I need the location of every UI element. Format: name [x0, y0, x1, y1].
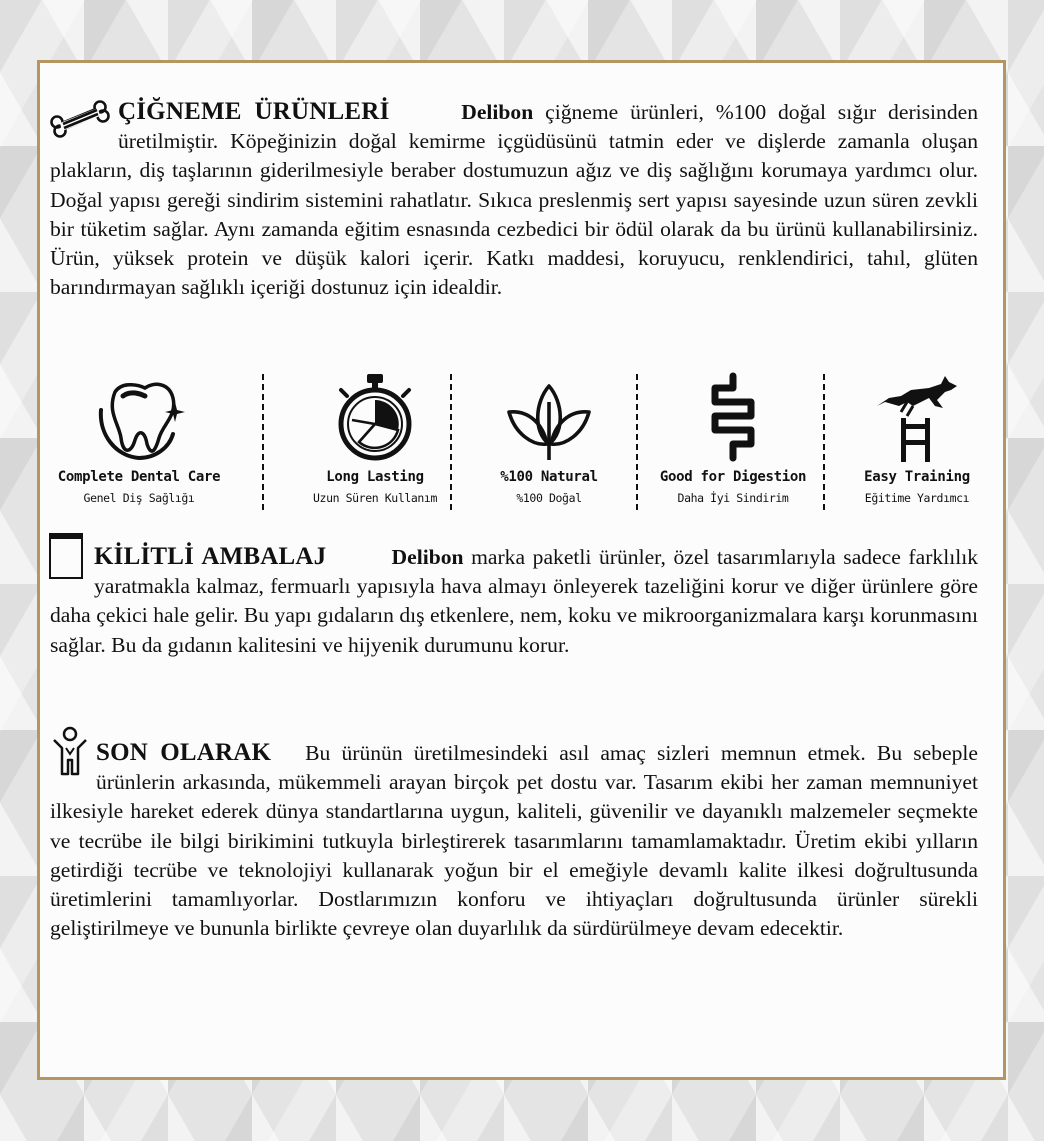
- package-icon: [48, 530, 92, 582]
- feature-dental-care-title: Complete Dental Care: [57, 469, 221, 485]
- feature-digestion: [644, 372, 822, 512]
- chewing-brand: Delibon: [461, 100, 534, 124]
- feature-easy-training-title: Easy Training: [864, 469, 970, 485]
- feature-easy-training: [828, 372, 1006, 512]
- feature-long-lasting-subtitle: Uzun Süren Kullanım: [313, 491, 437, 505]
- feature-divider: [262, 374, 264, 510]
- feature-dental-care: [50, 372, 228, 512]
- packaging-brand: Delibon: [391, 545, 464, 569]
- chewing-paragraph: [50, 97, 978, 302]
- conclusion-paragraph: [50, 726, 978, 941]
- feature-natural-subtitle: %100 Doğal: [516, 491, 582, 505]
- dog-jump-icon: [871, 372, 963, 464]
- bone-icon: [48, 97, 112, 141]
- feature-easy-training-subtitle: Eğitime Yardımcı: [864, 491, 970, 505]
- feature-long-lasting: [286, 372, 464, 512]
- intestine-icon: [687, 372, 779, 464]
- conclusion-text: Bu ürünün üretilmesindeki asıl amaç sizleri memnun etmek. Bu sebeple ürünlerin arkasında, mükemmeli arayan birçok pet dostu var. Tasarım ekibi her zaman memnuniyet ilkesiyle hareket ederek dünya standartlarına uygun, kaliteli, güvenilir ve dayanıklı malzemeler seçmekte ve tecrübe ile bilgi birikimini tutkuyla birleştirerek tasarımlarını tamamlamaktadır. Üretim ekibi yılların getirdiği tecrübe ve teknolojiyi kullanarak yoğun bir el emeğiyle devamlı kalite ilkesi doğrultusunda üretimlerini tamamlıyorlar. Dostlarımızın konforu ve ihtiyaçları doğrultusunda ürünler sürekli geliştirilmeye ve bununla birlikte çevreye olan duyarlılık da sürdürülmeye devam edecektir.: [50, 741, 978, 941]
- chewing-text: çiğneme ürünleri, %100 doğal sığır derisinden üretilmiştir. Köpeğinizin doğal kemirme içgüdüsünü tatmin eder ve dişlerde zamanla oluşan plakların, diş taşlarının giderilmesiyle beraber dostumuzun ağız ve diş sağlığını korumaya yardımcı olur. Doğal yapısı gereği sindirim sistemini rahatlatır. Sıkıca preslenmiş sert yapısı sayesinde uzun süren zevkli bir tüketim sağlar. Aynı zamanda eğitim esnasında cezbedici bir ödül olarak da bu ürünü kullanabilirsiniz. Ürün, yüksek protein ve düşük kalori içerir. Katkı maddesi, koruyucu, renklendirici, tahıl, glüten barındırmayan sağlıklı içeriği dostunuz için idealdir.: [50, 100, 979, 300]
- person-icon: [50, 726, 92, 778]
- packaging-heading: KİLİTLİ AMBALAJ: [94, 543, 327, 570]
- feature-natural: [460, 372, 638, 512]
- feature-divider: [823, 374, 825, 510]
- chewing-heading: ÇİĞNEME ÜRÜNLERİ: [118, 98, 390, 125]
- packaging-paragraph: [50, 530, 978, 657]
- feature-digestion-subtitle: Daha İyi Sindirim: [677, 491, 789, 505]
- tooth-icon: [93, 372, 185, 464]
- feature-icons-row: [50, 372, 978, 512]
- feature-dental-care-subtitle: Genel Diş Sağlığı: [83, 491, 195, 505]
- section-conclusion: [50, 726, 978, 941]
- stopwatch-icon: [329, 372, 421, 464]
- packaging-text: marka paketli ürünler, özel tasarımlarıyla sadece farklılık yaratmakla kalmaz, fermuarlı yapısıyla hava almayı önleyerek tazeliğini korur ve diğer ürünlere göre daha çekici hale gelir. Bu yapı gıdaların dış etkenlere, nem, koku ve mikroorganizmalara karşı korunmasını sağlar. Bu da gıdanın kalitesini ve hijyenik durumunu korur.: [50, 545, 978, 657]
- feature-natural-title: %100 Natural: [500, 469, 598, 485]
- feature-divider: [636, 374, 638, 510]
- section-packaging: [50, 530, 978, 657]
- conclusion-heading: SON OLARAK: [96, 739, 272, 766]
- leaf-icon: [503, 372, 595, 464]
- feature-divider: [450, 374, 452, 510]
- feature-digestion-title: Good for Digestion: [659, 469, 807, 485]
- feature-long-lasting-title: Long Lasting: [326, 469, 424, 485]
- section-chewing-products: [50, 97, 978, 302]
